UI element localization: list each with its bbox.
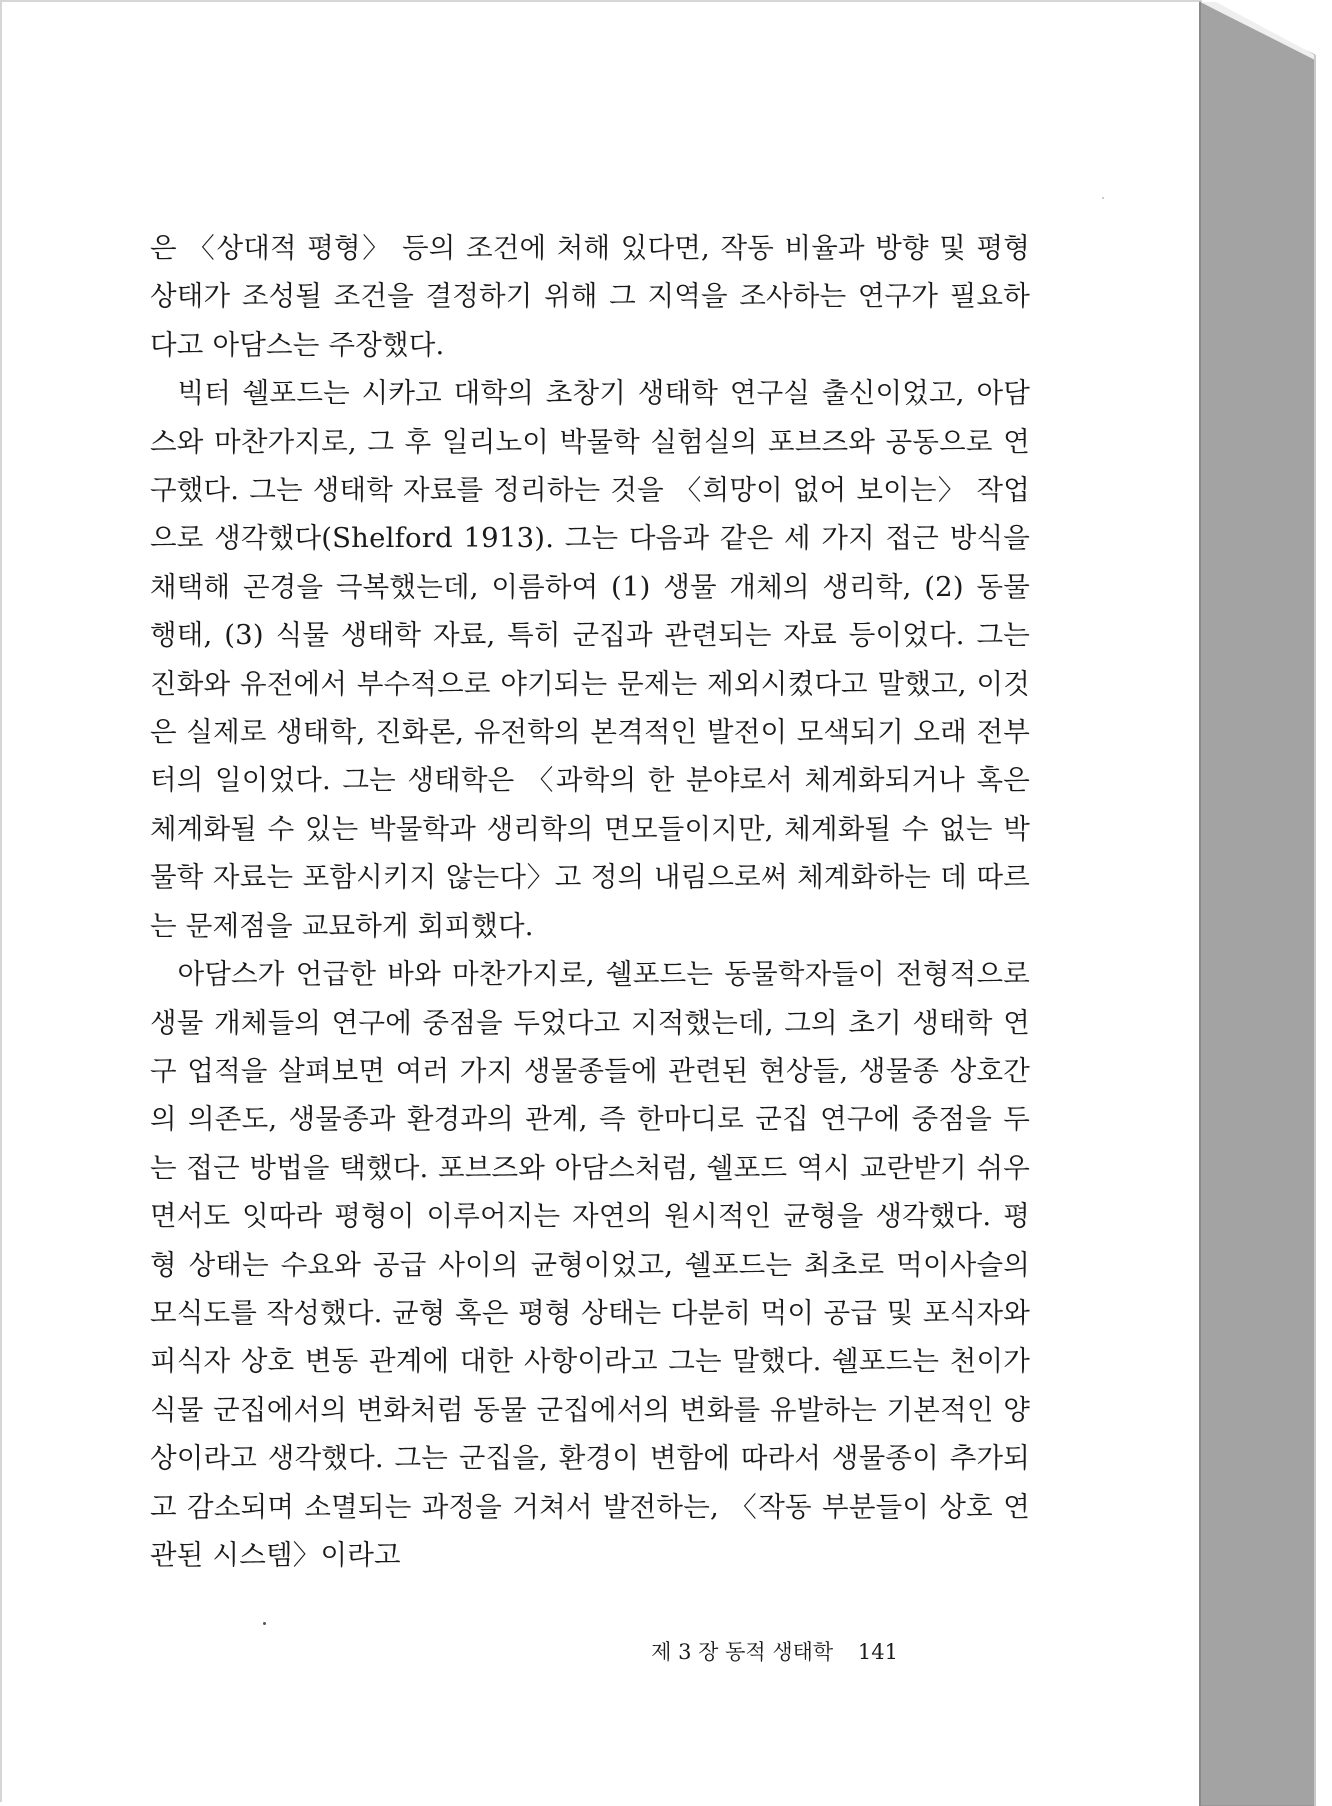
scan-speck <box>1102 197 1104 199</box>
scan-speck <box>263 1622 266 1625</box>
chapter-title: 제 3 장 동적 생태학 <box>651 1640 834 1664</box>
paragraph-1: 은 〈상대적 평형〉 등의 조건에 처해 있다면, 작동 비율과 방향 및 평형 상태가 조성될 조건을 결정하기 위해 그 지역을 조사하는 연구가 필요하다고 아담스는 주장했다. <box>150 232 1030 361</box>
paragraph-3: 아담스가 언급한 바와 마찬가지로, 쉘포드는 동물학자들이 전형적으로 생물 개체들의 연구에 중점을 두었다고 지적했는데, 그의 초기 생태학 연구 업적을 살펴보면 여러 가지 생물종들에 관련된 현상들, 생물종 상호간의 의존도, 생물종과 환경과의 관계, 즉 한마디로 군집 연구에 중점을 두는 접근 방법을 택했다. 포브즈와 아담스처럼, 쉘포드 역시 교란받기 쉬우면서도 잇따라 평형이 이루어지는 자연의 원시적인 균형을 생각했다. 평형 상태는 수요와 공급 사이의 균형이었고, 쉘포드는 최초로 먹이사슬의 모식도를 작성했다. 균형 혹은 평형 상태는 다분히 먹이 공급 및 포식자와 피식자 상호 변동 관계에 대한 사항이라고 그는 말했다. 쉘포드는 천이가 식물 군집에서의 변화처럼 동물 군집에서의 변화를 유발하는 기본적인 양상이라고 생각했다. 그는 군집을, 환경이 변함에 따라서 생물종이 추가되고 감소되며 소멸되는 과정을 거쳐서 발전하는, 〈작동 부분들이 상호 연관된 시스템〉이라고 <box>150 958 1030 1571</box>
body-text <box>150 224 1030 1579</box>
running-footer <box>651 1636 898 1666</box>
paragraph-2: 빅터 쉘포드는 시카고 대학의 초창기 생태학 연구실 출신이었고, 아담스와 마찬가지로, 그 후 일리노이 박물학 실험실의 포브즈와 공동으로 연구했다. 그는 생태학 자료를 정리하는 것을 〈희망이 없어 보이는〉 작업으로 생각했다(Shelford 1913). 그는 다음과 같은 세 가지 접근 방식을 채택해 곤경을 극복했는데, 이름하여 (1) 생물 개체의 생리학, (2) 동물 행태, (3) 식물 생태학 자료, 특히 군집과 관련되는 자료 등이었다. 그는 진화와 유전에서 부수적으로 야기되는 문제는 제외시켰다고 말했고, 이것은 실제로 생태학, 진화론, 유전학의 본격적인 발전이 모색되기 오래 전부터의 일이었다. 그는 생태학은 〈과학의 한 분야로서 체계화되거나 혹은 체계화될 수 있는 박물학과 생리학의 면모들이지만, 체계화될 수 없는 박물학 자료는 포함시키지 않는다〉고 정의 내림으로써 체계화하는 데 따르는 문제점을 교묘하게 회피했다. <box>150 377 1030 942</box>
page-number: 141 <box>857 1640 898 1664</box>
